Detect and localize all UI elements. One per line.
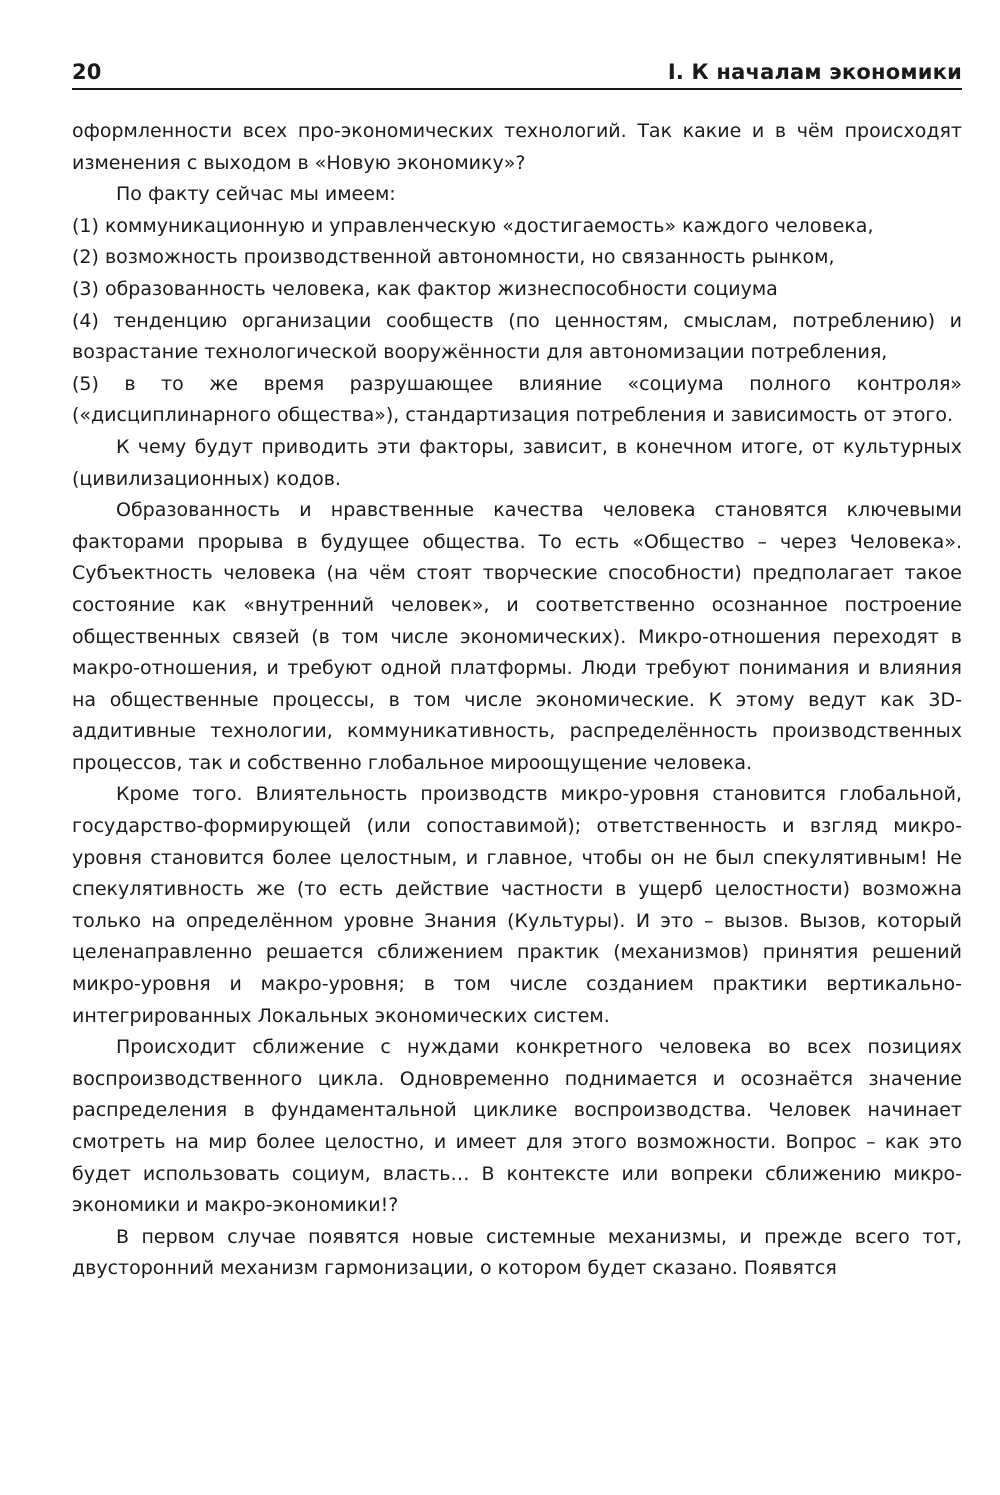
list-item: (3) образованность человека, как фактор жизнеспособности социума (72, 277, 778, 300)
list-item: (1) коммуникационную и управленческую «достигаемость» каждого человека, (72, 214, 874, 237)
list-item: (4) тенденцию организации сообществ (по ценностям, смыслам, потреблению) и возрастание технологической вооружённости для автономизации потребления, (72, 309, 962, 364)
page-number: 20 (72, 60, 102, 84)
paragraph: По факту сейчас мы имеем: (116, 183, 396, 206)
paragraph: Происходит сближение с нуждами конкретного человека во всех позициях воспроизводственного цикла. Одновременно поднимается и осознаётся значение распределения в фундаментальной циклике воспроизводства. Человек начинает смотреть на мир более целостно, и имеет для этого возможности. Вопрос – как это будет использовать социум, власть… В контексте или вопреки сближению микро-экономики и макро-экономики!? (72, 1036, 962, 1217)
page-header (72, 48, 962, 90)
list-item: (5) в то же время разрушающее влияние «социума полного контроля» («дисциплинарного общества»), стандартизация потребления и зависимость от этого. (72, 372, 962, 427)
paragraph: В первом случае появятся новые системные механизмы, и прежде всего тот, двусторонний механизм гармонизации, о котором будет сказано. Появятся (72, 1225, 962, 1280)
book-page (72, 48, 962, 1285)
paragraph: Образованность и нравственные качества человека становятся ключевыми факторами прорыва в будущее общества. То есть «Общество – через Человека». Субъектность человека (на чём стоят творческие способности) предполагает такое состояние как «внутренний человек», и соответственно осознанное построение общественных связей (в том числе экономических). Микро-отношения переходят в макро-отношения, и требуют одной платформы. Люди требуют понимания и влияния на общественные процессы, в том числе экономические. К этому ведут как 3D-аддитивные технологии, коммуникативность, распределённость производственных процессов, так и собственно глобальное мироощущение человека. (72, 499, 962, 774)
body-text (72, 116, 962, 1285)
paragraph: Кроме того. Влиятельность производств микро-уровня становится глобальной, государство-формирующей (или сопоставимой); ответственность и взгляд микро-уровня становится более целостным, и главное, чтобы он не был спекулятивным! Не спекулятивность же (то есть действие частности в ущерб целостности) возможна только на определённом уровне Знания (Культуры). И это – вызов. Вызов, который целенаправленно решается сближением практик (механизмов) принятия решений микро-уровня и макро-уровня; в том числе созданием практики вертикально-интегрированных Локальных экономических систем. (72, 783, 962, 1027)
list-item: (2) возможность производственной автономности, но связанность рынком, (72, 246, 835, 269)
paragraph: оформленности всех про-экономических технологий. Так какие и в чём происходят изменения с выходом в «Новую экономику»? (72, 120, 962, 174)
paragraph: К чему будут приводить эти факторы, зависит, в конечном итоге, от культурных (цивилизационных) кодов. (72, 435, 962, 490)
running-title: I. К началам экономики (667, 60, 962, 84)
